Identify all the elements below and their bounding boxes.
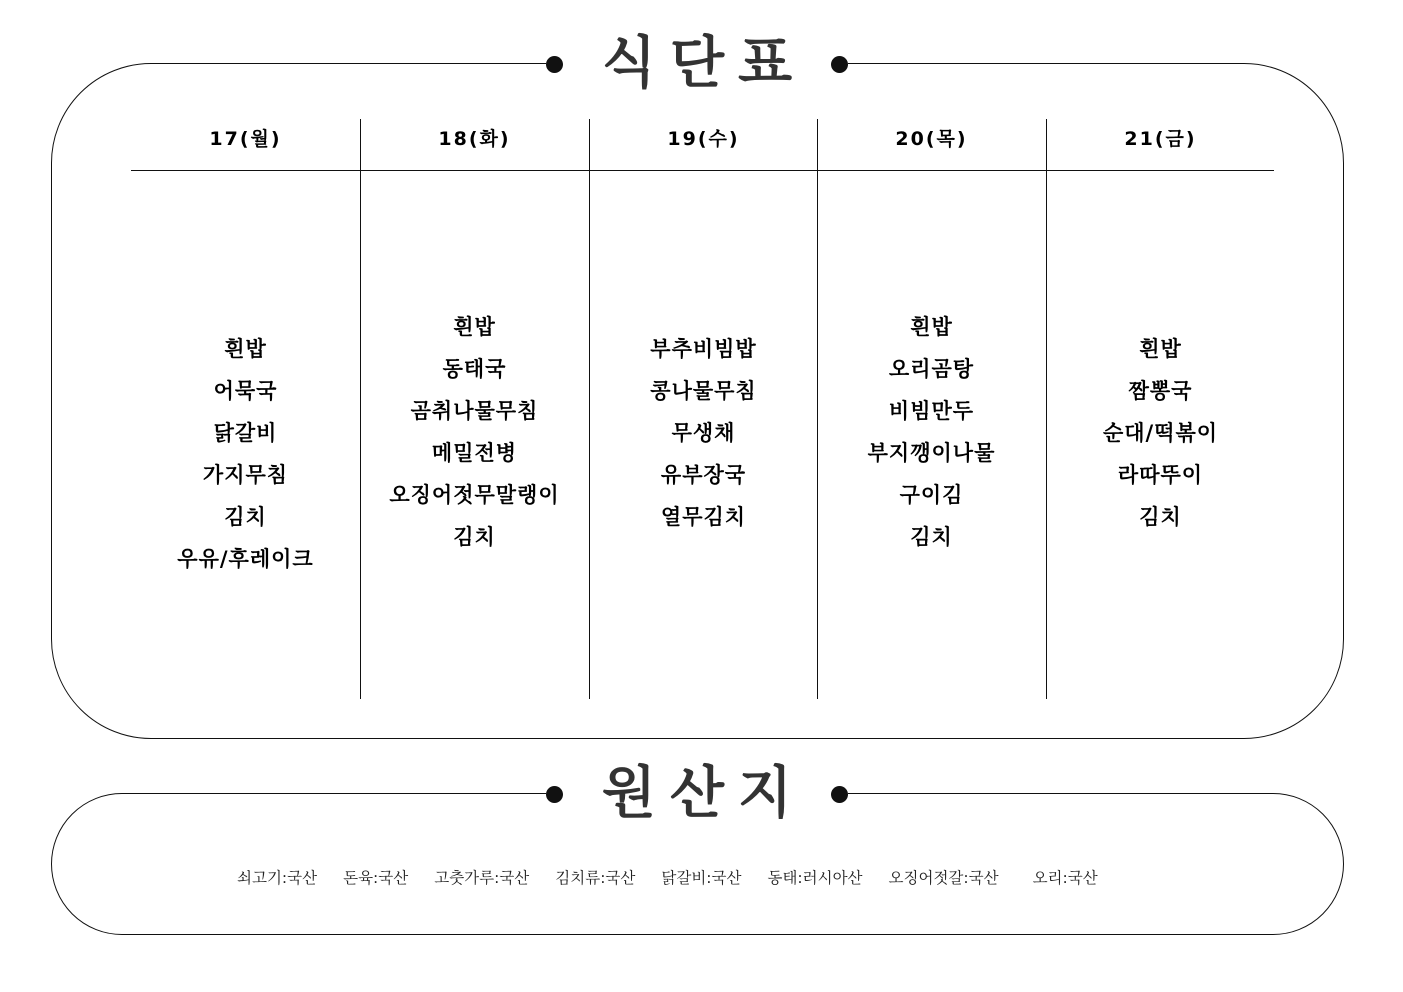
menu-item: 순대/떡볶이 — [1102, 421, 1219, 445]
menu-item: 라따뚜이 — [1117, 463, 1204, 487]
title-left-dot — [546, 56, 563, 73]
menu-item: 우유/후레이크 — [177, 547, 314, 571]
menu-item: 김치 — [910, 525, 953, 549]
menu-item: 가지무침 — [202, 463, 289, 487]
origin-title-bar — [546, 759, 848, 829]
menu-item: 곰취나물무침 — [410, 399, 539, 423]
menu-item: 흰밥 — [910, 315, 953, 339]
menu-item: 부추비빔밥 — [650, 337, 757, 361]
menu-item: 부지깽이나물 — [867, 441, 996, 465]
header-divider — [131, 170, 1274, 171]
origin-item: 오리:국산 — [1032, 869, 1098, 887]
menu-item: 닭갈비 — [213, 421, 278, 445]
origin-title: 원산지 — [601, 761, 807, 826]
menu-item: 메밀전병 — [431, 441, 518, 465]
menu-column-fri — [1046, 328, 1275, 538]
menu-item: 어묵국 — [213, 379, 278, 403]
origin-item: 닭갈비:국산 — [661, 869, 742, 887]
day-header-wed: 19(수) — [667, 128, 740, 150]
menu-item: 김치 — [1139, 505, 1182, 529]
menu-title: 식단표 — [601, 31, 807, 96]
day-header-tue: 18(화) — [438, 128, 511, 150]
menu-item: 흰밥 — [1139, 337, 1182, 361]
menu-item: 흰밥 — [453, 315, 496, 339]
origin-list — [237, 866, 1098, 888]
menu-item: 김치 — [224, 505, 267, 529]
menu-item: 구이김 — [899, 483, 964, 507]
day-header-mon: 17(월) — [209, 128, 282, 150]
menu-column-thu — [817, 306, 1046, 558]
menu-title-bar — [546, 29, 848, 99]
menu-column-mon — [131, 328, 360, 580]
origin-item: 돈육:국산 — [343, 869, 409, 887]
origin-item: 동태:러시아산 — [767, 869, 863, 887]
menu-item: 유부장국 — [660, 463, 747, 487]
menu-item: 열무김치 — [660, 505, 747, 529]
menu-item: 오리곰탕 — [888, 357, 975, 381]
menu-column-wed — [589, 328, 818, 538]
day-header-fri: 21(금) — [1124, 128, 1197, 150]
day-header-thu: 20(목) — [895, 128, 968, 150]
menu-item: 오징어젓무말랭이 — [389, 483, 560, 507]
menu-item: 콩나물무침 — [650, 379, 757, 403]
origin-item: 오징어젓갈:국산 — [888, 869, 999, 887]
menu-column-tue — [360, 306, 589, 558]
origin-item: 김치류:국산 — [555, 869, 636, 887]
menu-item: 짬뽕국 — [1128, 379, 1193, 403]
menu-item: 흰밥 — [224, 337, 267, 361]
menu-item: 김치 — [453, 525, 496, 549]
origin-item: 고춧가루:국산 — [434, 869, 530, 887]
menu-item: 무생채 — [671, 421, 736, 445]
menu-item: 동태국 — [442, 357, 507, 381]
menu-item: 비빔만두 — [888, 399, 975, 423]
title-right-dot — [831, 786, 848, 803]
origin-item: 쇠고기:국산 — [237, 869, 318, 887]
title-right-dot — [831, 56, 848, 73]
title-left-dot — [546, 786, 563, 803]
